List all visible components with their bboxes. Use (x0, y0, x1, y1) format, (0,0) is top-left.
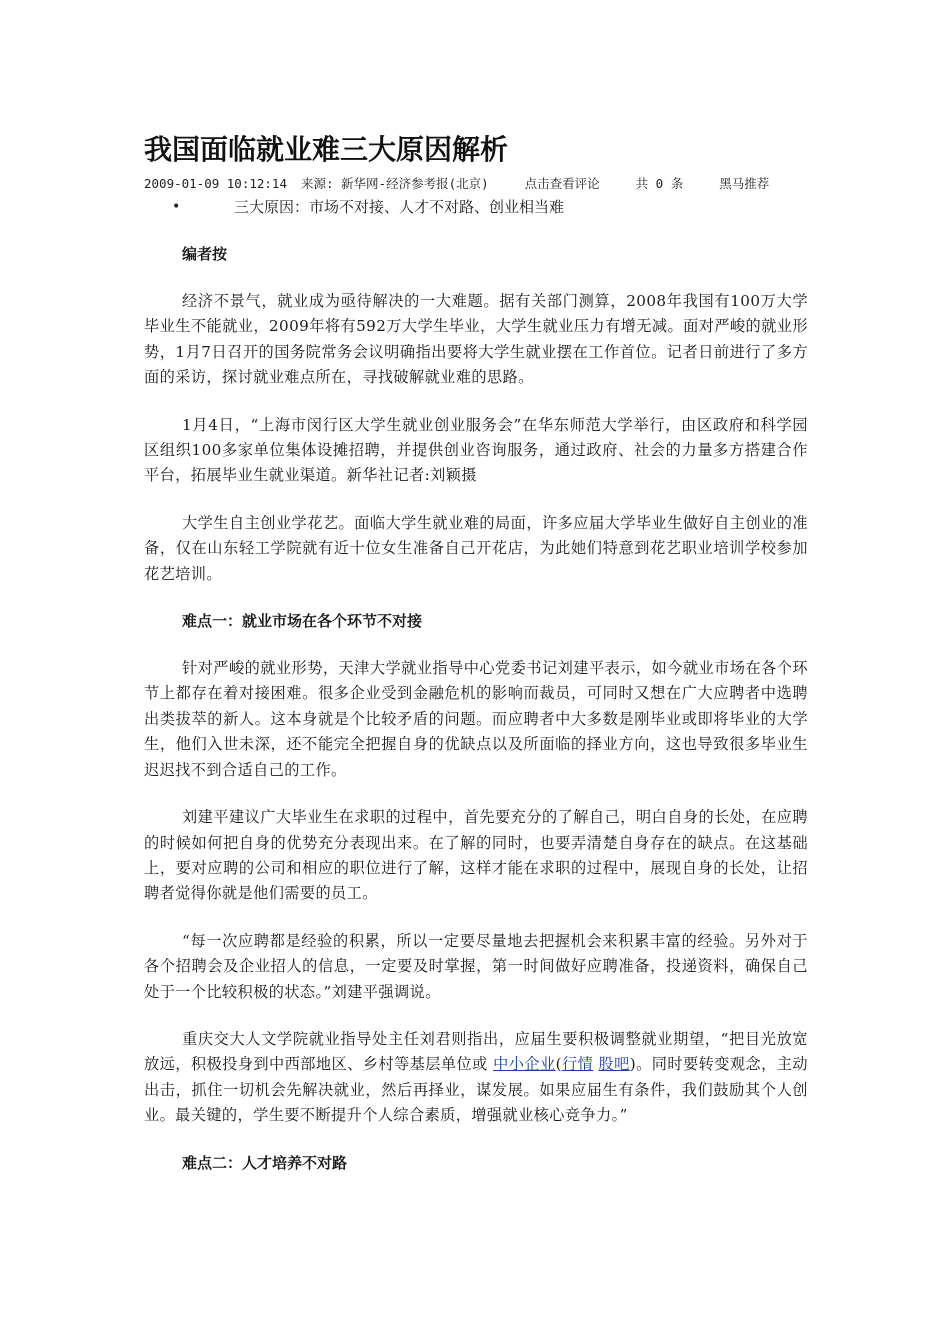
article-meta (144, 174, 808, 192)
view-comments-link[interactable]: 点击查看评论 (524, 176, 600, 191)
sme-link[interactable]: 中小企业 (493, 1055, 556, 1074)
source-label: 来源: 新华网-经济参考报(北京) (301, 176, 489, 191)
paragraph-1: 经济不景气，就业成为亟待解决的一大难题。据有关部门测算，2008年我国有100万大学毕业生不能就业，2009年将有592万大学生毕业，大学生就业压力有增无减。面对严峻的就业形势，1月7日召开的国务院常务会议明确指出要将大学生就业摆在工作首位。记者日前进行了多方面的采访，探讨就业难点所在，寻找破解就业难的思路。 (144, 292, 808, 387)
article (144, 128, 808, 1198)
market-quote-link[interactable]: 行情 (561, 1055, 594, 1074)
editor-note-heading: 编者按 (182, 245, 228, 263)
publish-datetime: 2009-01-09 10:12:14 (144, 176, 287, 191)
summary-text: 三大原因：市场不对接、人才不对路、创业相当难 (234, 198, 565, 216)
paragraph-6: “每一次应聘都是经验的积累，所以一定要尽量地去把握机会来积累丰富的经验。另外对于各个招聘会及企业招人的信息，一定要及时掌握，第一时间做好应聘准备，投递资料，确保自己处于一个比较积极的状态。”刘建平强调说。 (144, 931, 808, 1001)
paragraph-3: 大学生自主创业学花艺。面临大学生就业难的局面，许多应届大学毕业生做好自主创业的准备，仅在山东轻工学院就有近十位女生准备自己开花店，为此她们特意到花艺职业培训学校参加花艺培训。 (144, 513, 808, 583)
section-heading-2: 难点二：人才培养不对路 (182, 1153, 348, 1172)
paragraph-7 (144, 1027, 808, 1129)
paragraph-7-text-before: 重庆交大人文学院就业指导处主任刘君则指出，应届生要积极调整就业期望，“把目光放宽放远，积极投身到中西部地区、乡村等基层单位或 (144, 1029, 808, 1074)
paragraph-4: 针对严峻的就业形势，天津大学就业指导中心党委书记刘建平表示，如今就业市场在各个环节上都存在着对接困难。很多企业受到金融危机的影响而裁员，可同时又想在广大应聘者中选聘出类拔萃的新人。这本身就是个比较矛盾的问题。而应聘者中大多数是刚毕业或即将毕业的大学生，他们入世未深，还不能完全把握自身的优缺点以及所面临的择业方向，这也导致很多毕业生迟迟找不到合适自己的工作。 (144, 659, 808, 779)
article-title: 我国面临就业难三大原因解析 (144, 133, 509, 166)
paragraph-5: 刘建平建议广大毕业生在求职的过程中，首先要充分的了解自己，明白自身的长处，在应聘的时候如何把自身的优势充分表现出来。在了解的同时，也要弄清楚自身存在的缺点。在这基础上，要对应聘的公司和相应的职位进行了解，这样才能在求职的过程中，展现自身的长处，让招聘者觉得你就是他们需要的员工。 (144, 808, 808, 903)
comment-count: 共 0 条 (635, 176, 684, 191)
section-heading-1: 难点一：就业市场在各个环节不对接 (182, 612, 423, 631)
bullet-icon: • (172, 199, 181, 215)
recommend-link[interactable]: 黑马推荐 (719, 176, 770, 191)
paragraph-2: 1月4日，“上海市闵行区大学生就业创业服务会”在华东师范大学举行，由区政府和科学园区组织100多家单位集体设摊招聘，并提供创业咨询服务，通过政府、社会的力量多方搭建合作平台，拓展毕业生就业渠道。新华社记者:刘颖摄 (144, 415, 808, 485)
stock-forum-link[interactable]: 股吧 (598, 1055, 630, 1074)
paren-open: ( (555, 1055, 562, 1074)
summary-bullet (144, 196, 808, 218)
paragraph-7-text-after: )。同时要转变观念，主动出击，抓住一切机会先解决就业，然后再择业，谋发展。如果应届生有条件，我们鼓励其个人创业。最关键的，学生要不断提升个人综合素质，增强就业核心竞争力。” (144, 1055, 808, 1125)
